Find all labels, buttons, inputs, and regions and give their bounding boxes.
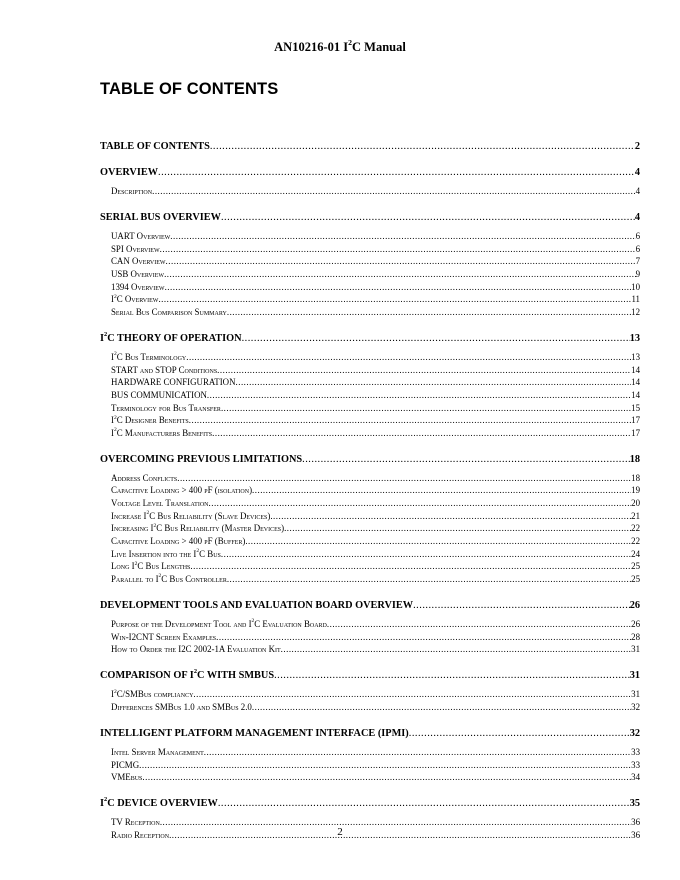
toc-entry-superscript: 2	[104, 796, 108, 804]
toc-entry-superscript: 2	[251, 618, 255, 625]
header-suffix: C Manual	[352, 40, 406, 54]
toc-entry-label-post: C Bus Reliability (Slave Devices)	[149, 510, 271, 521]
toc-entry-label: SERIAL BUS OVERVIEW	[100, 212, 221, 223]
toc-entry-page: 9	[635, 268, 640, 279]
toc-entry-label: Radio Reception	[111, 829, 170, 840]
dot-leader	[193, 688, 631, 701]
toc-entry-page: 26	[631, 619, 640, 629]
toc-entry-page: 33	[631, 746, 640, 757]
toc-entry-page: 25	[631, 561, 640, 572]
toc-entry-superscript: 2	[113, 688, 117, 695]
toc-entry-label	[111, 688, 193, 701]
toc-entry-label	[111, 560, 190, 573]
toc-entry[interactable]	[100, 140, 640, 153]
toc-entry-superscript: 2	[113, 351, 117, 358]
toc-entry[interactable]	[111, 364, 640, 377]
toc-entry-page: 25	[631, 574, 640, 584]
toc-entry-superscript: 2	[113, 427, 117, 434]
toc-entry[interactable]	[100, 211, 640, 224]
toc-entry-page: 13	[631, 351, 640, 362]
toc-entry[interactable]	[111, 402, 640, 415]
dot-leader	[327, 618, 631, 631]
toc-entry-superscript: 2	[196, 548, 200, 555]
toc-entry-label: Capacitive Loading > 400 pF (isolation)	[111, 485, 253, 496]
toc-entry-page: 26	[629, 600, 640, 611]
toc-entry[interactable]	[111, 573, 640, 586]
toc-entry-page: 2	[634, 141, 640, 152]
toc-entry-label: Description	[111, 186, 153, 196]
toc-entry-label-post: C Bus	[199, 548, 221, 559]
dot-leader	[252, 701, 631, 714]
toc-entry-label: How to Order the I2C 2002-1A Evaluation Kit	[111, 644, 281, 655]
toc-entry-page: 32	[631, 701, 640, 712]
toc-entry-label: HARDWARE CONFIGURATION	[111, 377, 236, 388]
toc-entry-label	[100, 669, 274, 682]
dot-leader	[216, 631, 631, 644]
dot-leader	[166, 255, 636, 268]
dot-leader	[210, 140, 635, 153]
toc-entry[interactable]	[111, 293, 640, 306]
toc-entry-page: 35	[629, 798, 640, 810]
dot-leader	[270, 510, 631, 523]
toc-entry[interactable]	[111, 631, 640, 644]
toc-entry-page: 34	[631, 772, 640, 783]
dot-leader	[177, 472, 631, 485]
toc-entry-page: 31	[631, 644, 640, 655]
toc-entry[interactable]	[111, 306, 640, 319]
toc-entry[interactable]	[111, 618, 640, 631]
toc-entry-page: 31	[629, 670, 640, 682]
toc-entry[interactable]	[100, 453, 640, 466]
toc-entry-page: 4	[634, 167, 640, 178]
toc-entry-label	[111, 618, 327, 631]
toc-entry-page: 15	[631, 402, 640, 413]
toc-entry[interactable]	[111, 484, 640, 497]
dot-leader	[204, 746, 631, 759]
toc-entry-superscript: 2	[113, 414, 117, 421]
toc-entry-page: 11	[631, 294, 640, 305]
toc-entry-label	[111, 414, 189, 427]
toc-entry-label: TABLE OF CONTENTS	[100, 141, 210, 152]
toc-entry[interactable]	[111, 688, 640, 701]
toc-entry[interactable]	[111, 351, 640, 364]
toc-entry-page: 22	[631, 523, 640, 534]
toc-entry-label: Terminology for Bus Transfer	[111, 402, 221, 413]
toc-entry-label: USB Overview	[111, 268, 165, 279]
toc-entry[interactable]	[100, 797, 640, 810]
toc-entry-label-pre: I	[111, 294, 114, 305]
toc-entry-page: 36	[631, 829, 640, 840]
toc-entry-page: 22	[631, 536, 640, 547]
toc-entry-label: INTELLIGENT PLATFORM MANAGEMENT INTERFACE (IPMI)	[100, 727, 409, 739]
toc-entry-page: 18	[631, 472, 640, 483]
dot-leader	[158, 293, 631, 306]
dot-leader	[209, 497, 632, 510]
toc-entry[interactable]	[111, 746, 640, 759]
toc-entry[interactable]	[111, 389, 640, 402]
toc-entry-label: Serial Bus Comparison Summary	[111, 306, 227, 317]
dot-leader	[221, 211, 635, 224]
toc-entry-page: 14	[631, 377, 640, 388]
toc-entry-label	[111, 427, 212, 440]
toc-entry-label: OVERVIEW	[100, 167, 158, 178]
toc-entry-page: 14	[631, 364, 640, 375]
toc-entry[interactable]	[111, 759, 640, 772]
toc-entry-page: 18	[629, 453, 640, 465]
toc-entry-label: 1394 Overview	[111, 281, 165, 292]
dot-leader	[142, 771, 631, 784]
toc-entry-label-pre: Increasing I	[111, 523, 154, 534]
toc-entry[interactable]	[111, 771, 640, 784]
dot-leader	[190, 560, 631, 573]
toc-entry[interactable]	[100, 727, 640, 740]
dot-leader	[274, 669, 630, 682]
toc-entry-label-post: C WITH SMBUS	[197, 670, 275, 682]
toc-entry-label-post: C Overview	[116, 294, 159, 305]
toc-entry-page: 31	[631, 689, 640, 700]
toc-entry[interactable]	[111, 522, 640, 535]
toc-entry-label-pre: I	[100, 332, 105, 344]
toc-entry-label	[111, 351, 186, 364]
toc-entry-label: Win-I2CNT Screen Examples	[111, 631, 217, 642]
toc-entry[interactable]	[111, 230, 640, 243]
toc-entry-page: 12	[631, 306, 640, 317]
toc-entry-page: 7	[635, 256, 640, 267]
toc-entry-label-pre: Purpose of the Development Tool and I	[111, 619, 252, 629]
toc-entry-label: Differences SMBus 1.0 and SMBus 2.0	[111, 701, 252, 712]
toc-entry-page: 6	[635, 231, 640, 241]
toc-entry-label-pre: COMPARISON OF I	[100, 670, 194, 682]
toc-title: TABLE OF CONTENTS	[100, 80, 279, 98]
toc-entry-label-pre: I	[111, 351, 114, 362]
toc-entry-page: 6	[635, 243, 640, 254]
toc-entry[interactable]	[111, 427, 640, 440]
toc-entry-superscript: 2	[104, 330, 108, 338]
toc-entry-page: 32	[629, 727, 640, 739]
toc-entry-label-pre: Live Insertion into the I	[111, 548, 197, 559]
toc-entry-label	[111, 510, 270, 523]
dot-leader	[221, 548, 631, 561]
toc-entry-label: PICMG	[111, 759, 140, 770]
toc-entry[interactable]	[111, 255, 640, 268]
toc-entry-page: 17	[631, 415, 640, 426]
toc-entry[interactable]	[100, 669, 640, 682]
toc-entry-label-pre: Parallel to I	[111, 574, 159, 584]
toc-entry-page: 28	[631, 631, 640, 642]
dot-leader	[165, 281, 632, 294]
header-superscript: 2	[348, 38, 352, 48]
toc-entry-label-post: C Bus Reliability (Master Devices)	[156, 523, 285, 534]
toc-entry-page: 36	[631, 817, 640, 828]
dot-leader	[218, 797, 630, 810]
toc-entry-label-post: C Designer Benefits	[116, 415, 189, 426]
toc-entry-label: BUS COMMUNICATION	[111, 389, 207, 400]
toc-entry-label: Capacitive Loading > 400 pF (Buffer)	[111, 536, 246, 547]
dot-leader	[236, 376, 632, 389]
toc-entry-label	[111, 573, 227, 586]
toc-entry[interactable]	[111, 548, 640, 561]
toc-entry-label-post: C/SMBus compliancy	[116, 689, 194, 700]
toc-entry[interactable]	[111, 376, 640, 389]
toc-entry-superscript: 2	[193, 668, 198, 676]
toc-entry-superscript: 2	[146, 510, 150, 517]
page-number: 2	[337, 826, 343, 838]
toc-entry-page: 10	[631, 281, 640, 292]
toc-entry[interactable]	[111, 643, 640, 656]
dot-leader	[221, 402, 631, 415]
dot-leader	[252, 484, 631, 497]
dot-leader	[409, 727, 630, 740]
toc-entry[interactable]	[111, 268, 640, 281]
toc-entry-label-post: C Bus Controller	[161, 574, 227, 584]
toc-entry-label-post: C Evaluation Board	[254, 619, 327, 629]
toc-entry-label-pre: I	[111, 689, 114, 700]
toc-entry-label: DEVELOPMENT TOOLS AND EVALUATION BOARD OVERVIEW	[100, 600, 414, 611]
dot-leader	[170, 230, 635, 243]
dot-leader	[413, 599, 630, 612]
toc-entry-label-pre: Long I	[111, 561, 135, 572]
toc-entry[interactable]	[111, 701, 640, 714]
toc-entry-label-pre: I	[111, 427, 114, 438]
toc-entry-superscript: 2	[134, 560, 138, 567]
dot-leader	[281, 643, 631, 656]
toc-entry-label: CAN Overview	[111, 256, 166, 267]
toc-entry-label-post: C THEORY OF OPERATION	[107, 332, 242, 344]
dot-leader	[207, 389, 631, 402]
toc-entry-page: 13	[629, 332, 640, 344]
toc-entry-label-pre: I	[111, 415, 114, 426]
dot-leader	[245, 535, 631, 548]
toc-entry-label-pre: I	[100, 798, 105, 810]
toc-entry-label: START and STOP Conditions	[111, 364, 218, 375]
toc-entry-label-post: C DEVICE OVERVIEW	[107, 798, 218, 810]
dot-leader	[302, 453, 630, 466]
dot-leader	[164, 268, 635, 281]
toc-entry-page: 33	[631, 759, 640, 770]
toc-entry[interactable]	[111, 243, 640, 256]
toc-entry-label-post: C Manufacturers Benefits	[116, 427, 213, 438]
toc-entry-superscript: 2	[153, 522, 157, 529]
toc-entry-page: 21	[631, 510, 640, 521]
toc-entry[interactable]	[100, 166, 640, 179]
toc-entry[interactable]	[111, 535, 640, 548]
toc-entry-superscript: 2	[113, 293, 117, 300]
toc-entry-page: 17	[631, 427, 640, 438]
dot-leader	[284, 522, 631, 535]
toc-entry-label-post: C Bus Terminology	[116, 351, 187, 362]
dot-leader	[139, 759, 631, 772]
toc-entry-label	[111, 548, 221, 561]
toc-entry-label	[111, 293, 158, 306]
dot-leader	[160, 243, 636, 256]
toc-entry-label: Address Conflicts	[111, 472, 178, 483]
dot-leader	[242, 332, 630, 345]
toc-entry[interactable]	[100, 599, 640, 612]
toc-entry-superscript: 2	[158, 573, 162, 580]
page-header	[0, 40, 680, 55]
toc-entry-page: 14	[631, 389, 640, 400]
toc-entry-page: 20	[631, 498, 640, 509]
toc-entry[interactable]	[100, 332, 640, 345]
toc-entry-label: UART Overview	[111, 231, 171, 241]
toc-entry-label	[111, 522, 284, 535]
dot-leader	[186, 351, 631, 364]
toc-entry[interactable]	[111, 560, 640, 573]
toc-entry[interactable]	[111, 510, 640, 523]
dot-leader	[189, 414, 631, 427]
dot-leader	[152, 185, 635, 198]
toc-entry-label	[100, 797, 218, 810]
toc-entry-label: Voltage Level Translation	[111, 498, 209, 509]
toc-entry-label: OVERCOMING PREVIOUS LIMITATIONS	[100, 453, 303, 465]
toc-entry-page: 4	[635, 186, 640, 196]
toc-entry[interactable]	[111, 185, 640, 198]
toc-entry[interactable]	[111, 414, 640, 427]
toc-entry-label: TV Reception	[111, 817, 160, 828]
toc-entry-page: 4	[634, 212, 640, 223]
toc-entry-label-pre: Increase I	[111, 510, 147, 521]
dot-leader	[158, 166, 635, 179]
dot-leader	[227, 306, 631, 319]
toc-entry-label: Intel Server Management	[111, 746, 204, 757]
toc-entry-label-post: C Bus Lengths	[137, 561, 191, 572]
toc-entry[interactable]	[111, 281, 640, 294]
toc-entry-label	[100, 332, 242, 345]
toc-entry[interactable]	[111, 497, 640, 510]
toc-entry[interactable]	[111, 472, 640, 485]
dot-leader	[212, 427, 631, 440]
toc-entry-page: 19	[631, 485, 640, 496]
dot-leader	[217, 364, 631, 377]
toc-entry-label: VMEbus	[111, 772, 143, 783]
toc-entry-page: 24	[631, 548, 640, 559]
dot-leader	[227, 573, 631, 586]
toc-entry-label: SPI Overview	[111, 243, 160, 254]
header-prefix: AN10216-01 I	[274, 40, 349, 54]
